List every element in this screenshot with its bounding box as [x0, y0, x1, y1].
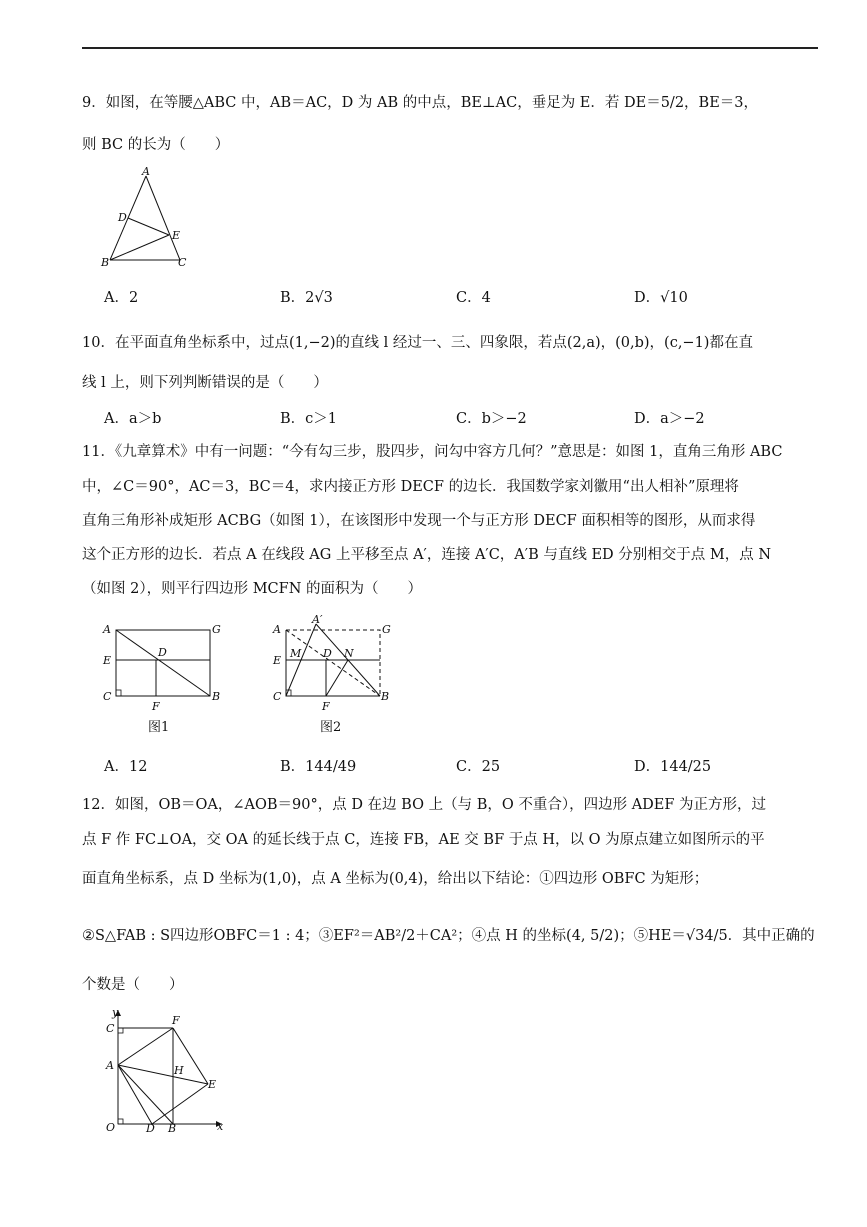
q12-line-1: 12．如图，OB＝OA，∠AOB＝90°，点 D 在边 BO 上（与 B，O 不重合），四边形 ADEF 为正方形，过 [82, 797, 767, 813]
fig1-label-a: A [103, 623, 111, 636]
q10-option-c: C．b＞−2 [456, 411, 527, 427]
fig1-label-f: F [152, 700, 160, 713]
q11-option-b: B．144/49 [280, 759, 357, 775]
fig2-label-e: E [273, 654, 282, 667]
fig2-caption: 图2 [320, 720, 342, 735]
fig2-label-a: A [273, 623, 281, 636]
q11-line-3: 直角三角形补成矩形 ACBG（如图 1），在该图形中发现一个与正方形 DECF 面积相等的图形，从而求得 [82, 513, 756, 529]
q12-label-h: H [174, 1064, 184, 1077]
q11-line-1: 11．《九章算术》中有一问题：“今有勾三步，股四步，问勾中容方几何？”意思是：如图 1，直角三角形 ABC [82, 444, 783, 460]
q9-option-a: A．2 [104, 290, 139, 306]
q10-line-2: 线 l 上，则下列判断错误的是（ ） [82, 375, 328, 391]
header-rule [82, 47, 818, 49]
q9-option-b: B．2√3 [280, 290, 333, 306]
q12-label-d: D [146, 1122, 155, 1134]
fig1-label-g: G [212, 623, 221, 636]
q9-label-d: D [118, 211, 127, 224]
q10-line-1: 10．在平面直角坐标系中，过点(1,−2)的直线 l 经过一、三、四象限，若点(2,a)，(0,b)，(c,−1)都在直 [82, 335, 753, 351]
q12-label-o: O [106, 1121, 116, 1134]
q9-triangle-figure [98, 166, 194, 270]
q12-label-y: y [112, 1006, 119, 1019]
q12-label-e: E [208, 1078, 217, 1091]
q12-coordinate-figure [100, 1006, 230, 1134]
fig2-label-g: G [382, 623, 391, 636]
q11-figure-1 [98, 618, 228, 714]
fig2-label-a-prime: A′ [312, 614, 323, 626]
fig1-caption: 图1 [148, 720, 170, 735]
q10-option-d: D．a＞−2 [634, 411, 705, 427]
fig1-label-d: D [158, 646, 167, 659]
q11-line-5: （如图 2），则平行四边形 MCFN 的面积为（ ） [82, 581, 422, 597]
fig1-label-b: B [212, 690, 221, 703]
fig2-label-f: F [322, 700, 330, 713]
q12-label-b: B [168, 1122, 177, 1134]
q11-figure-2 [268, 614, 398, 714]
fig1-label-c: C [103, 690, 112, 703]
q9-label-e: E [172, 229, 181, 242]
fig1-label-e: E [103, 654, 112, 667]
q9-option-c: C．4 [456, 290, 491, 306]
q12-label-a: A [106, 1059, 114, 1072]
fig2-label-b: B [381, 690, 390, 703]
q9-line-2: 则 BC 的长为（ ） [82, 137, 230, 153]
q11-line-2: 中，∠C＝90°，AC＝3，BC＝4，求内接正方形 DECF 的边长．我国数学家刘徽用“出人相补”原理将 [82, 479, 739, 495]
q12-line-3: 面直角坐标系，点 D 坐标为(1,0)，点 A 坐标为(0,4)，给出以下结论：①四边形 OBFC 为矩形； [82, 871, 709, 887]
q12-label-c: C [106, 1022, 115, 1035]
fig2-label-d: D [323, 647, 332, 660]
q10-option-a: A．a＞b [104, 411, 162, 427]
q11-line-4: 这个正方形的边长．若点 A 在线段 AG 上平移至点 A′，连接 A′C，A′B 与直线 ED 分别相交于点 M，点 N [82, 547, 772, 563]
q9-label-c: C [178, 256, 187, 269]
q9-label-b: B [101, 256, 110, 269]
q10-option-b: B．c＞1 [280, 411, 338, 427]
q12-label-f: F [172, 1014, 180, 1027]
q12-line-2: 点 F 作 FC⊥OA，交 OA 的延长线于点 C，连接 FB，AE 交 BF 于点 H，以 O 为原点建立如图所示的平 [82, 832, 765, 848]
q12-line-4: ②S△FAB : S四边形OBFC＝1 : 4；③EF²＝AB²/2＋CA²；④点 H 的坐标(4, 5/2)；⑤HE＝√34/5．其中正确的 [82, 928, 815, 944]
q9-line-1: 9．如图，在等腰△ABC 中，AB＝AC，D 为 AB 的中点，BE⊥AC，垂足为 E．若 DE＝5/2，BE＝3， [82, 95, 759, 111]
q9-label-a: A [142, 166, 150, 178]
q11-option-d: D．144/25 [634, 759, 712, 775]
q12-label-x: x [217, 1120, 224, 1133]
fig2-label-c: C [273, 690, 282, 703]
q12-line-5: 个数是（ ） [82, 977, 184, 993]
q11-option-c: C．25 [456, 759, 501, 775]
q11-option-a: A．12 [104, 759, 148, 775]
q9-option-d: D．√10 [634, 290, 688, 306]
fig2-label-m: M [290, 647, 302, 660]
fig2-label-n: N [344, 647, 354, 660]
